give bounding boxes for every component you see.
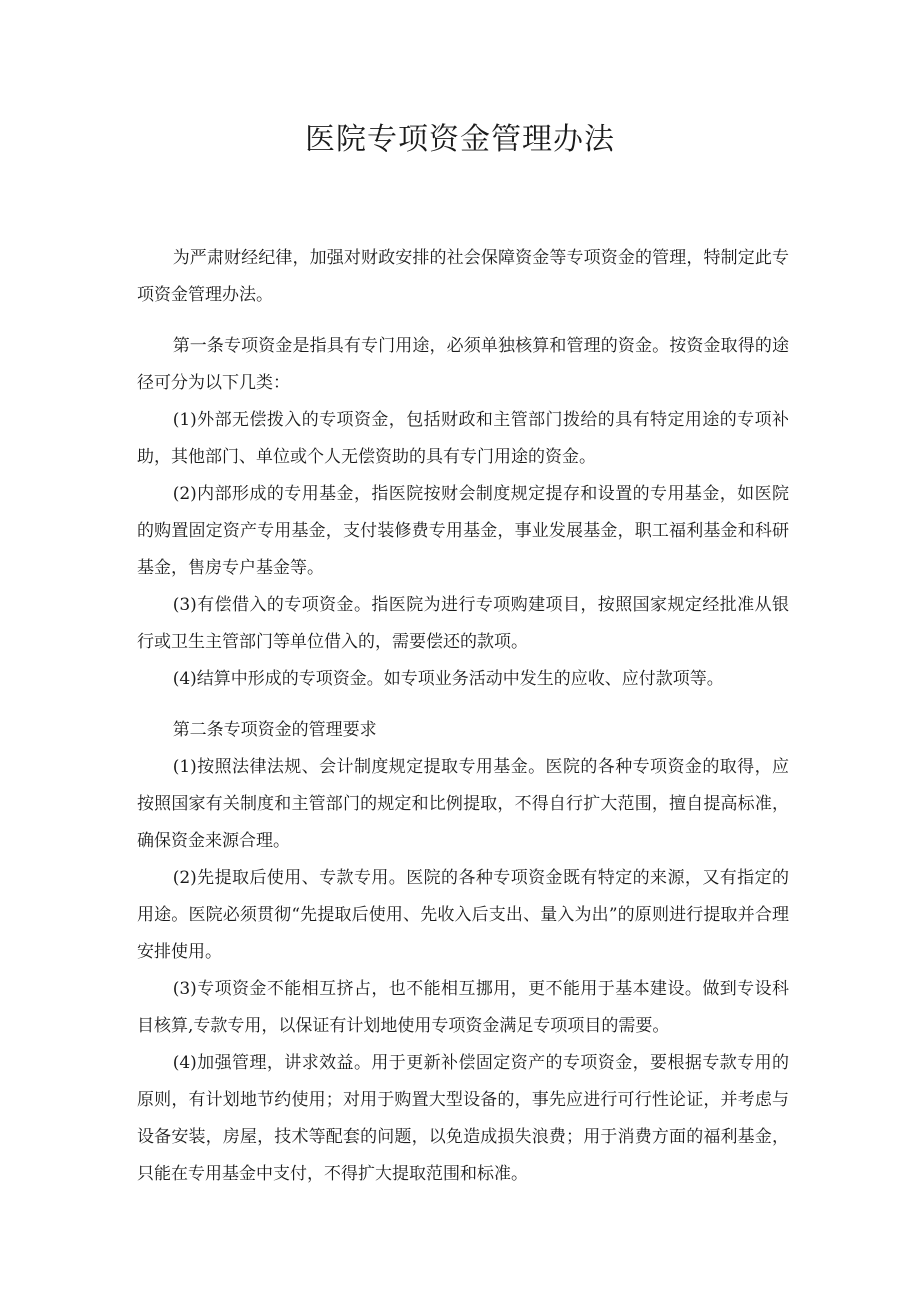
article-1-item-4: (4)结算中形成的专项资金。如专项业务活动中发生的应收、应付款项等。 [172, 669, 724, 689]
intro-paragraph: 为严肃财经纪律，加强对财政安排的社会保障资金等专项资金的管理，特制定此专项资金管理办法。 [137, 248, 789, 305]
article-2-item-2: (2)先提取后使用、专款专用。医院的各种专项资金既有特定的来源，又有指定的用途。医院必须贯彻“先提取后使用、先收入后支出、量入为出”的原则进行提取并合理安排使用。 [137, 868, 789, 962]
article-2-item-1: (1)按照法律法规、会计制度规定提取专用基金。医院的各种专项资金的取得，应按照国家有关制度和主管部门的规定和比例提取，不得自行扩大范围，擅自提高标准，确保资金来源合理。 [137, 757, 789, 851]
article-1-item-2: (2)内部形成的专用基金，指医院按财会制度规定提存和设置的专用基金，如医院的购置固定资产专用基金，支付装修费专用基金，事业发展基金，职工福利基金和科研基金，售房专户基金等。 [137, 484, 789, 578]
article-1-item-1: (1)外部无偿拨入的专项资金，包括财政和主管部门拨给的具有特定用途的专项补助，其他部门、单位或个人无偿资助的具有专门用途的资金。 [137, 410, 789, 467]
article-1-item-3: (3)有偿借入的专项资金。指医院为进行专项购建项目，按照国家规定经批准从银行或卫生主管部门等单位借入的，需要偿还的款项。 [137, 595, 789, 652]
document-body [137, 240, 789, 1193]
article-2-heading: 第二条专项资金的管理要求 [172, 720, 377, 740]
article-1-heading: 第一条专项资金是指具有专门用途，必须单独核算和管理的资金。按资金取得的途径可分为以下几类： [137, 336, 789, 393]
document-title: 医院专项资金管理办法 [305, 122, 615, 157]
article-2-item-4: (4)加强管理，讲求效益。用于更新补偿固定资产的专项资金，要根据专款专用的原则，有计划地节约使用；对用于购置大型设备的，事先应进行可行性论证，并考虑与设备安装，房屋，技术等配套的问题，以免造成损失浪费；用于消费方面的福利基金，只能在专用基金中支付，不得扩大提取范围和标准。 [137, 1053, 789, 1184]
article-2-item-3: (3)专项资金不能相互挤占，也不能相互挪用，更不能用于基本建设。做到专设科目核算,专款专用，以保证有计划地使用专项资金满足专项项目的需要。 [137, 979, 789, 1036]
